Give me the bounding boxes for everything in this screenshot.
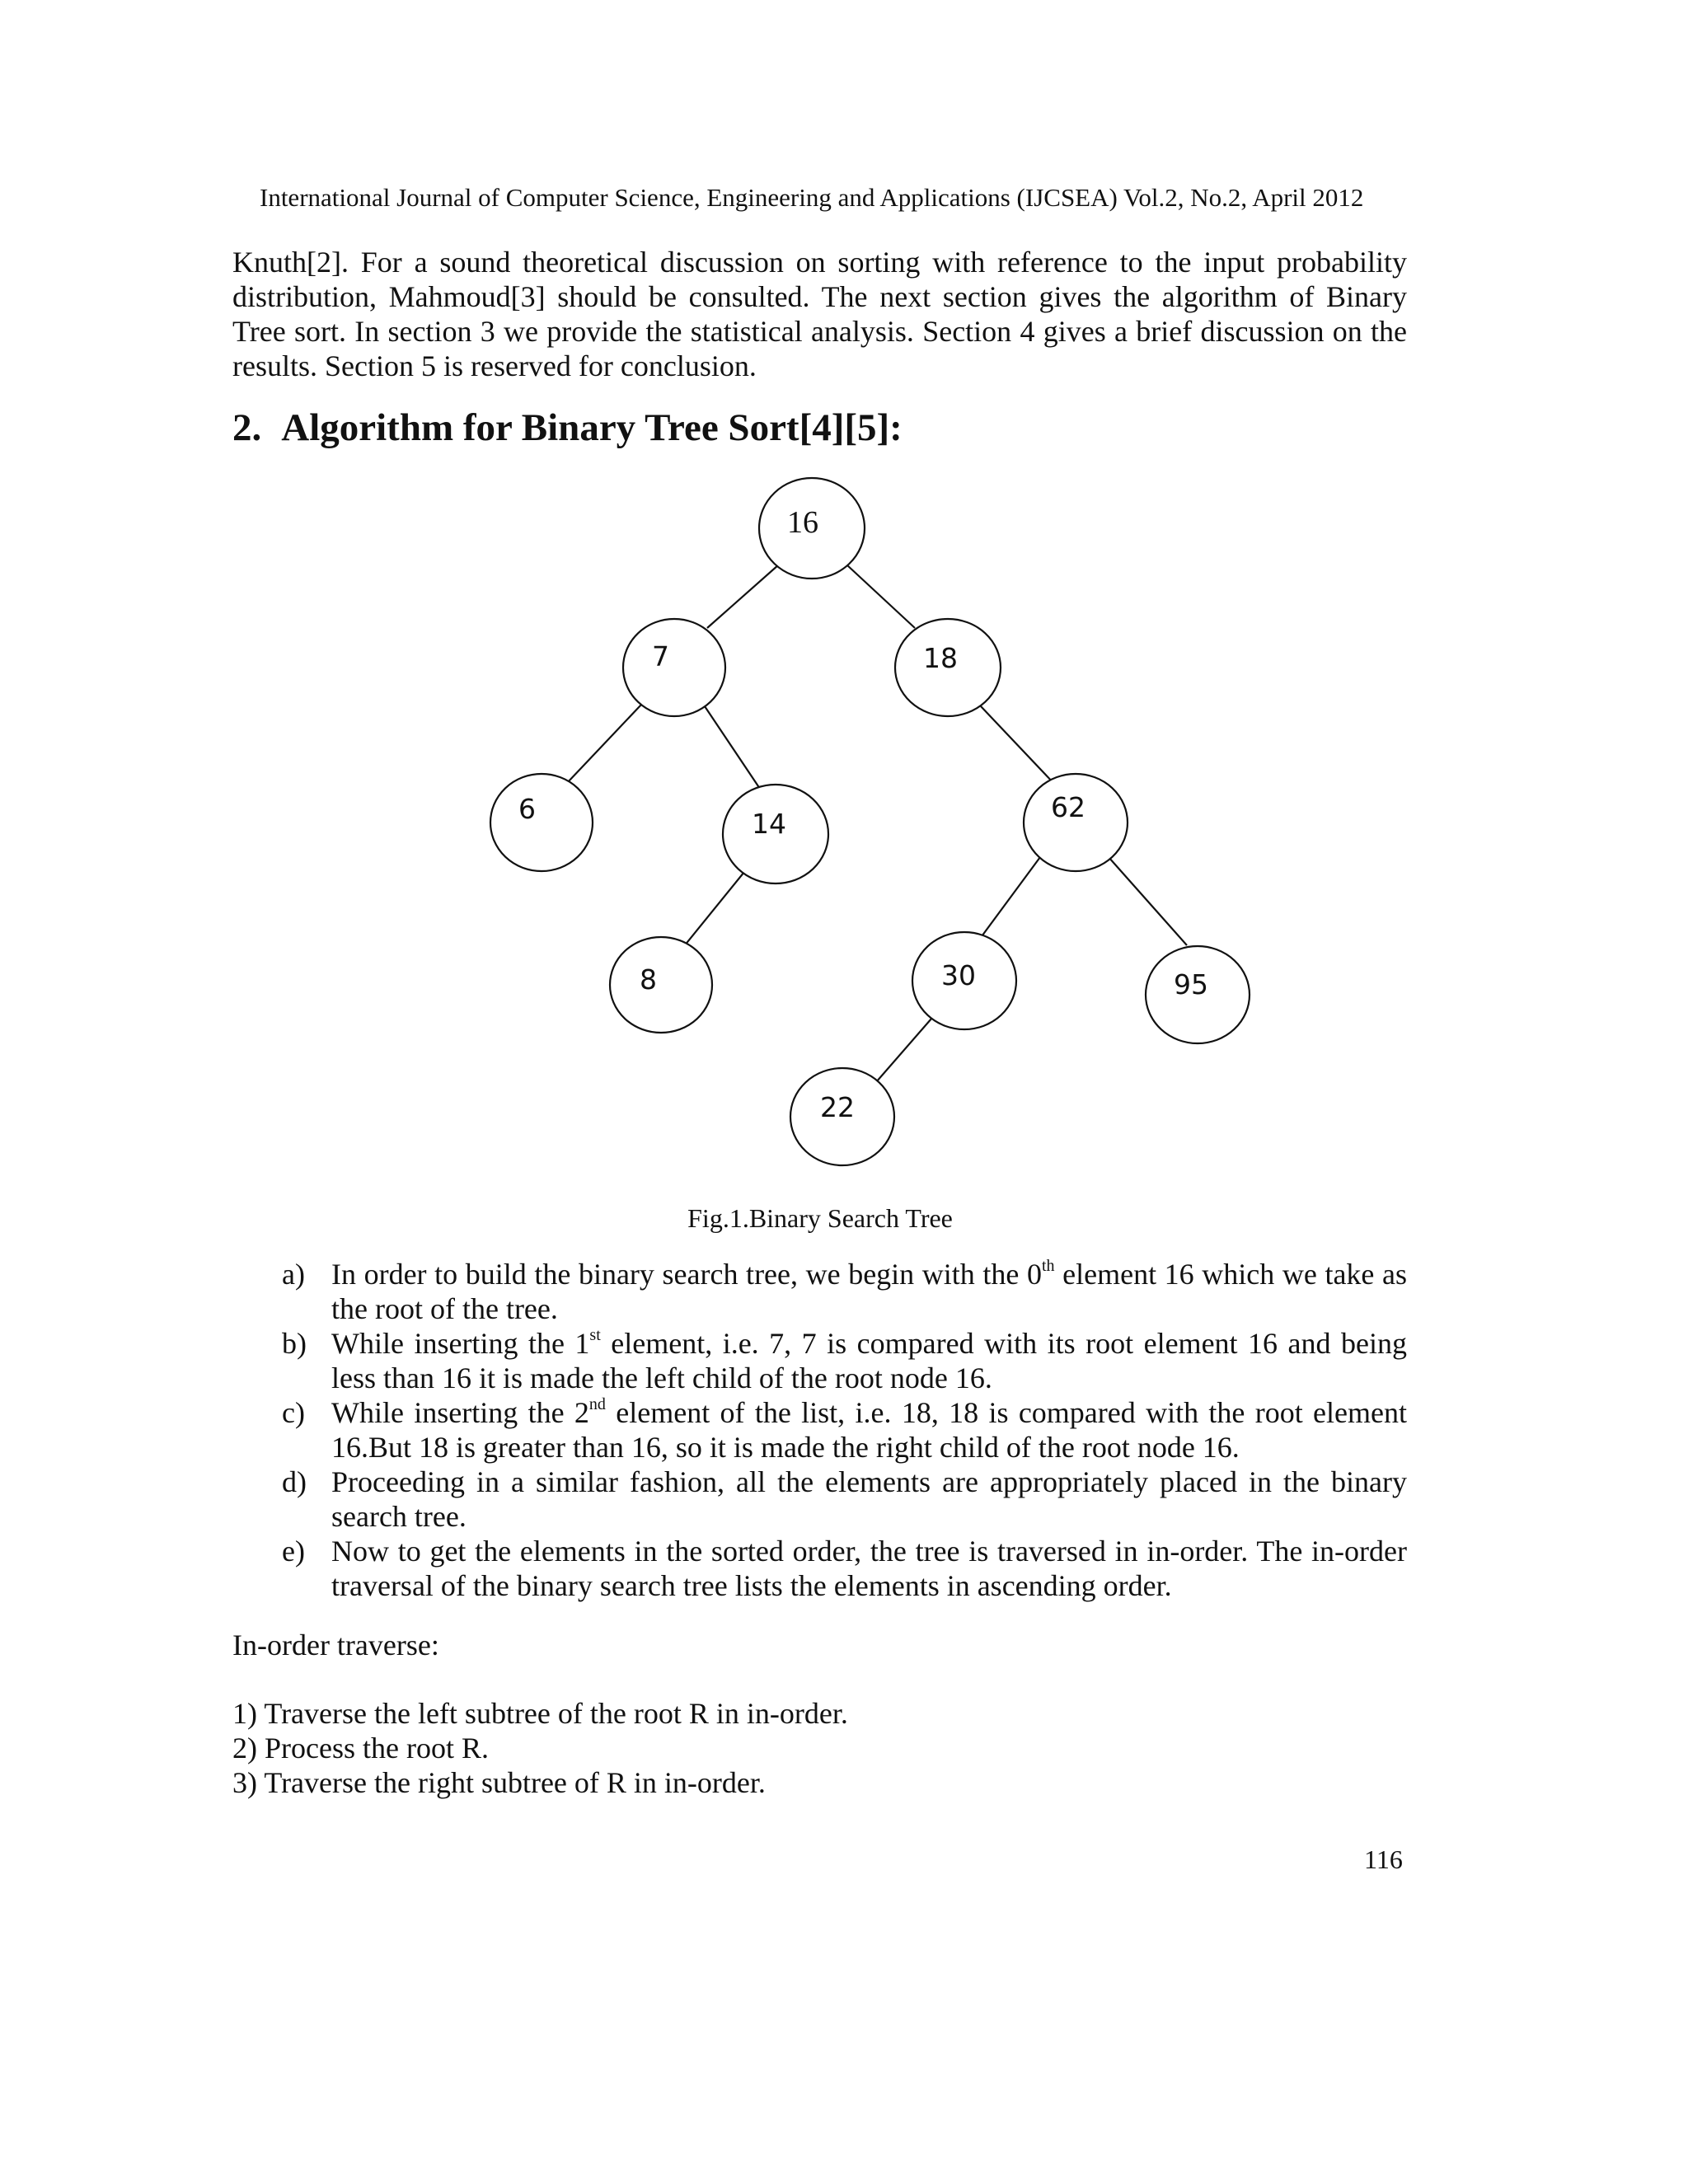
step-marker: d) [282, 1465, 307, 1498]
edge-14-8 [684, 872, 744, 946]
node-8-label: 8 [640, 963, 657, 996]
node-14-label: 14 [752, 808, 786, 840]
edge-7-6 [567, 705, 641, 783]
node-18-label: 18 [923, 642, 958, 674]
node-95-label: 95 [1174, 968, 1208, 1001]
step-item: d) Proceeding in a similar fashion, all the elements are appropriately placed in the binary search tree. [282, 1465, 1407, 1533]
edge-62-30 [975, 857, 1040, 945]
edge-7-14 [705, 706, 762, 791]
step-item: b) While inserting the 1st element, i.e. 7, 7 is compared with its root element 16 and being less than 16 it is made the left child of the root node 16. [282, 1326, 1407, 1394]
edge-16-18 [846, 565, 915, 628]
node-62-label: 62 [1051, 791, 1085, 823]
build-steps-list [232, 1257, 1407, 1603]
node-30-label: 30 [941, 959, 976, 991]
inorder-rules [232, 1696, 848, 1800]
step-marker: a) [282, 1258, 305, 1291]
section-title: Algorithm for Binary Tree Sort[4][5]: [281, 406, 903, 449]
inorder-rule: 1) Traverse the left subtree of the root R in in-order. [232, 1697, 848, 1730]
edge-62-95 [1109, 857, 1187, 945]
edge-18-62 [981, 706, 1055, 785]
node-7-label: 7 [652, 640, 669, 673]
running-header: International Journal of Computer Science, Engineering and Applications (IJCSEA) Vol.2, No.2, April 2012 [260, 183, 1364, 212]
intro-paragraph: Knuth[2]. For a sound theoretical discussion on sorting with reference to the input probability distribution, Mahmoud[3] should be consulted. The next section gives the algorithm of Binary Tree sort. In section 3 we provide the statistical analysis. Section 4 gives a brief discussion on the results. Section 5 is reserved for conclusion. [232, 246, 1407, 382]
step-marker: b) [282, 1327, 307, 1360]
node-7-circle [623, 619, 725, 716]
step-item: c) While inserting the 2nd element of the list, i.e. 18, 18 is compared with the root element 16.But 18 is greater than 16, so it is made the right child of the root node 16. [282, 1395, 1407, 1464]
inorder-rule: 3) Traverse the right subtree of R in in-order. [232, 1766, 766, 1799]
node-6-circle [490, 774, 593, 871]
node-22-label: 22 [820, 1091, 855, 1123]
section-number: 2. [232, 406, 262, 449]
edge-30-22 [876, 1012, 937, 1082]
inorder-rule: 2) Process the root R. [232, 1732, 489, 1765]
figure-caption: Fig.1.Binary Search Tree [687, 1203, 953, 1233]
node-8-circle [610, 937, 712, 1033]
step-marker: e) [282, 1535, 305, 1568]
step-marker: c) [282, 1396, 305, 1429]
node-6-label: 6 [518, 793, 536, 825]
step-item: a) In order to build the binary search tree, we begin with the 0th element 16 which we take as the root of the tree. [282, 1257, 1408, 1325]
page-number: 116 [1364, 1844, 1403, 1874]
edge-16-7 [707, 565, 779, 628]
node-16-label: 16 [787, 505, 818, 540]
step-item: e) Now to get the elements in the sorted order, the tree is traversed in in-order. The in-order traversal of the binary search tree lists the elements in ascending order. [282, 1535, 1407, 1602]
inorder-label: In-order traverse: [232, 1629, 439, 1661]
